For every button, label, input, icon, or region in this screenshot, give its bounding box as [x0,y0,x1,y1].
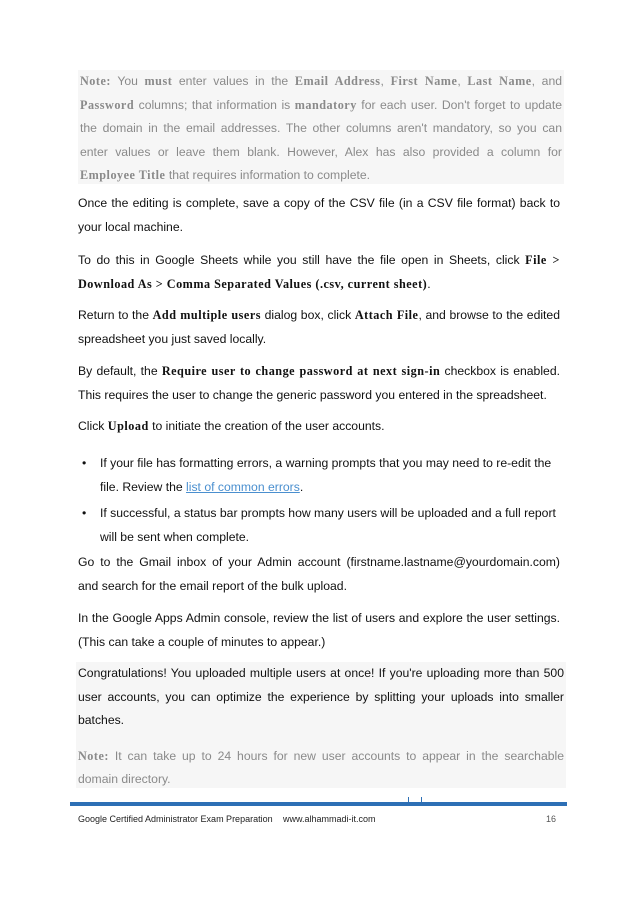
attach-file-label: Attach File [354,308,419,322]
paragraph-text: dialog box, click [261,308,355,322]
paragraph-admin-console: In the Google Apps Admin console, review the list of users and explore the user settings. (This can take a couple of minutes to appear.) [78,611,560,649]
footer-url: www.alhammadi-it.com [283,814,376,824]
paragraph-save-csv: Once the editing is complete, save a copy of the CSV file (in a CSV file format) back to your local machine. [78,196,560,234]
note-text: It can take up to 24 hours for new user accounts to appear in the searchable domain directory. [78,748,564,786]
note-paragraph [78,745,564,792]
paragraph-google-sheets [78,249,560,296]
bullet-icon: • [82,506,87,520]
note-box-congratulations [76,662,566,788]
column-password: Password [80,97,135,112]
menu-path: File > Download As > Comma Separated Values (.csv, current sheet) [78,253,560,291]
paragraph-attach-file [78,304,560,351]
common-errors-link[interactable]: list of common errors [186,479,300,494]
paragraph-text: By default, the [78,364,162,378]
note-label: Note: [80,74,111,88]
dialog-name: Add multiple users [152,308,261,322]
paragraph-text: . [427,276,431,291]
list-item-text: If successful, a status bar prompts how many users will be uploaded and a full report will be sent when complete. [100,506,556,544]
paragraph-text: checkbox is enabled. This requires the user to change the generic password you entered in the spreadsheet. [78,364,560,402]
paragraph-text: to initiate the creation of the user accounts. [148,419,385,433]
paragraph-upload [78,415,560,439]
congrats-text: Congratulations! You uploaded multiple users at once! If you're uploading more than 500 user accounts, you can optimize the experience by splitting your uploads into smaller batches. [78,666,564,727]
upload-label: Upload [107,419,149,433]
paragraph-text: To do this in Google Sheets while you still have the file open in Sheets, click [78,253,526,267]
emphasis-must: must [144,74,173,88]
paragraph-text: , and browse to the edited spreadsheet you just saved locally. [78,308,560,346]
list-item [78,452,560,499]
bullet-icon: • [82,456,87,470]
note-text: columns; that information is [134,97,295,112]
note-text: , [380,74,391,88]
column-first-name: First Name [390,74,458,88]
footer-title: Google Certified Administrator Exam Preparation [78,814,273,824]
column-email: Email Address [294,74,381,88]
note-text: You [110,74,145,88]
paragraph-text: Return to the [78,308,153,322]
note-text: for each user. Don't forget to update the domain in the email addresses. The other columns aren't mandatory, so you can enter values or leave them blank. However, Alex has also provided a column for [80,97,562,159]
note-text: enter values in the [172,74,295,88]
list-item [78,502,560,549]
note-box-mandatory-columns [78,70,564,184]
note-label: Note: [78,748,109,763]
paragraph-require-password [78,360,560,407]
paragraph-text: Click [78,419,108,433]
page-number: 16 [546,814,557,824]
paragraph-gmail-report: Go to the Gmail inbox of your Admin account (firstname.lastname@yourdomain.com) and search for the email report of the bulk upload. [78,555,560,593]
column-last-name: Last Name [467,74,532,88]
footer-rule [70,802,567,806]
checkbox-name: Require user to change password at next sign-in [161,364,441,378]
column-employee-title: Employee Title [80,168,166,182]
list-item-text: . [299,479,304,494]
emphasis-mandatory: mandatory [294,97,357,112]
note-text: that requires information to complete. [165,168,371,182]
bullet-list [78,452,560,552]
note-text: , and [531,74,563,88]
note-text: , [457,74,468,88]
list-item-text: If your file has formatting errors, a warning prompts that you may need to re-edit the file. Review the [100,456,552,494]
